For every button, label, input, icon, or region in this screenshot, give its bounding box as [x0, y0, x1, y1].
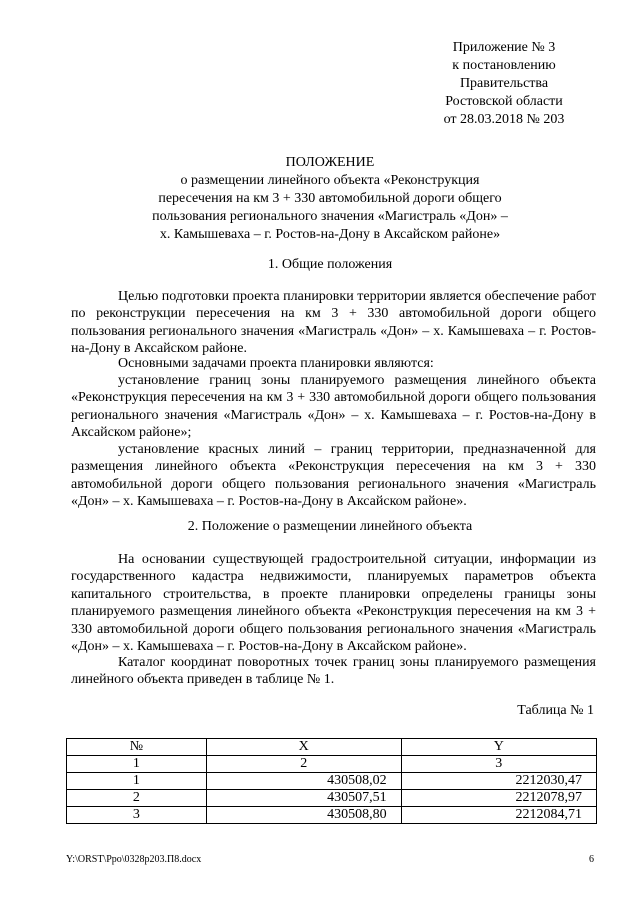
table-cell: 1: [67, 756, 207, 773]
section-2-heading: 2. Положение о размещении линейного объекта: [187, 519, 473, 534]
title-line: пользования регионального значения «Магистраль «Дон» –: [152, 209, 508, 224]
column-header: №: [67, 739, 207, 756]
appendix-line: Правительства: [459, 76, 549, 91]
table-cell: 430507,51: [206, 790, 401, 807]
table-row: [67, 807, 597, 824]
table-cell: 2: [206, 756, 401, 773]
appendix-line: Ростовской области: [445, 94, 563, 109]
appendix-line: от 28.03.2018 № 203: [443, 112, 565, 127]
coordinates-table: [66, 738, 597, 824]
table-cell: 430508,02: [206, 773, 401, 790]
table-cell: 2: [67, 790, 207, 807]
title-line: х. Камышеваха – г. Ростов-на-Дону в Аксайском районе»: [159, 227, 501, 242]
section-1-paragraph: установление границ зоны планируемого размещения линейного объекта «Реконструкция пересечения на км 3 + 330 автомобильной дороги общего пользования регионального значения «Магистраль «Дон» – х. Камышеваха – г. Ростов-на-Дону в Аксайском районе»;: [71, 373, 596, 441]
table-cell: 430508,80: [206, 807, 401, 824]
table-header-row: [67, 739, 597, 756]
footer-file-path: Y:\ORST\Ppo\0328p203.П8.docx: [66, 854, 202, 865]
section-2-paragraph: Каталог координат поворотных точек границ зоны планируемого размещения линейного объекта приведен в таблице № 1.: [71, 655, 596, 688]
appendix-line: Приложение № 3: [452, 40, 556, 55]
section-1-heading: 1. Общие положения: [267, 257, 393, 272]
column-header: X: [206, 739, 401, 756]
table-row: [67, 773, 597, 790]
table-index-row: [67, 756, 597, 773]
appendix-block: [420, 39, 588, 129]
table-row: [67, 790, 597, 807]
title-line: пересечения на км 3 + 330 автомобильной дороги общего: [158, 191, 502, 206]
section-2-paragraph: На основании существующей градостроительной ситуации, информации из государственного кадастра недвижимости, планируемых параметров объекта капитального строительства, в проекте планировки определены границы зоны планируемого размещения линейного объекта «Реконструкция пересечения на км 3 + 330 автомобильной дороги общего пользования регионального значения «Магистраль «Дон» – х. Камышеваха – г. Ростов-на-Дону в Аксайском районе».: [71, 552, 596, 655]
section-1-paragraph: Целью подготовки проекта планировки территории является обеспечение работ по реконструкции пересечения на км 3 + 330 автомобильной дороги общего пользования регионального значения «Магистраль «Дон» – х. Камышеваха – г. Ростов-на-Дону в Аксайском районе.: [71, 289, 596, 357]
footer-page-number: 6: [589, 854, 594, 865]
table-cell: 2212078,97: [401, 790, 596, 807]
table-cell: 3: [67, 807, 207, 824]
section-1-paragraph: Основными задачами проекта планировки являются:: [118, 356, 434, 371]
table-label: Таблица № 1: [517, 703, 594, 718]
title-heading: ПОЛОЖЕНИЕ: [285, 155, 375, 170]
table-cell: 1: [67, 773, 207, 790]
document-title: [60, 154, 600, 244]
table-cell: 2212030,47: [401, 773, 596, 790]
title-line: о размещении линейного объекта «Реконструкция: [180, 173, 480, 188]
table-cell: 2212084,71: [401, 807, 596, 824]
appendix-line: к постановлению: [452, 58, 556, 73]
column-header: Y: [401, 739, 596, 756]
section-1-paragraph: установление красных линий – границ территории, предназначенной для размещения линейного объекта «Реконструкция пересечения на км 3 + 330 автомобильной дороги общего пользования регионального значения «Магистраль «Дон» – х. Камышеваха – г. Ростов-на-Дону в Аксайском районе».: [71, 442, 596, 510]
table-cell: 3: [401, 756, 596, 773]
